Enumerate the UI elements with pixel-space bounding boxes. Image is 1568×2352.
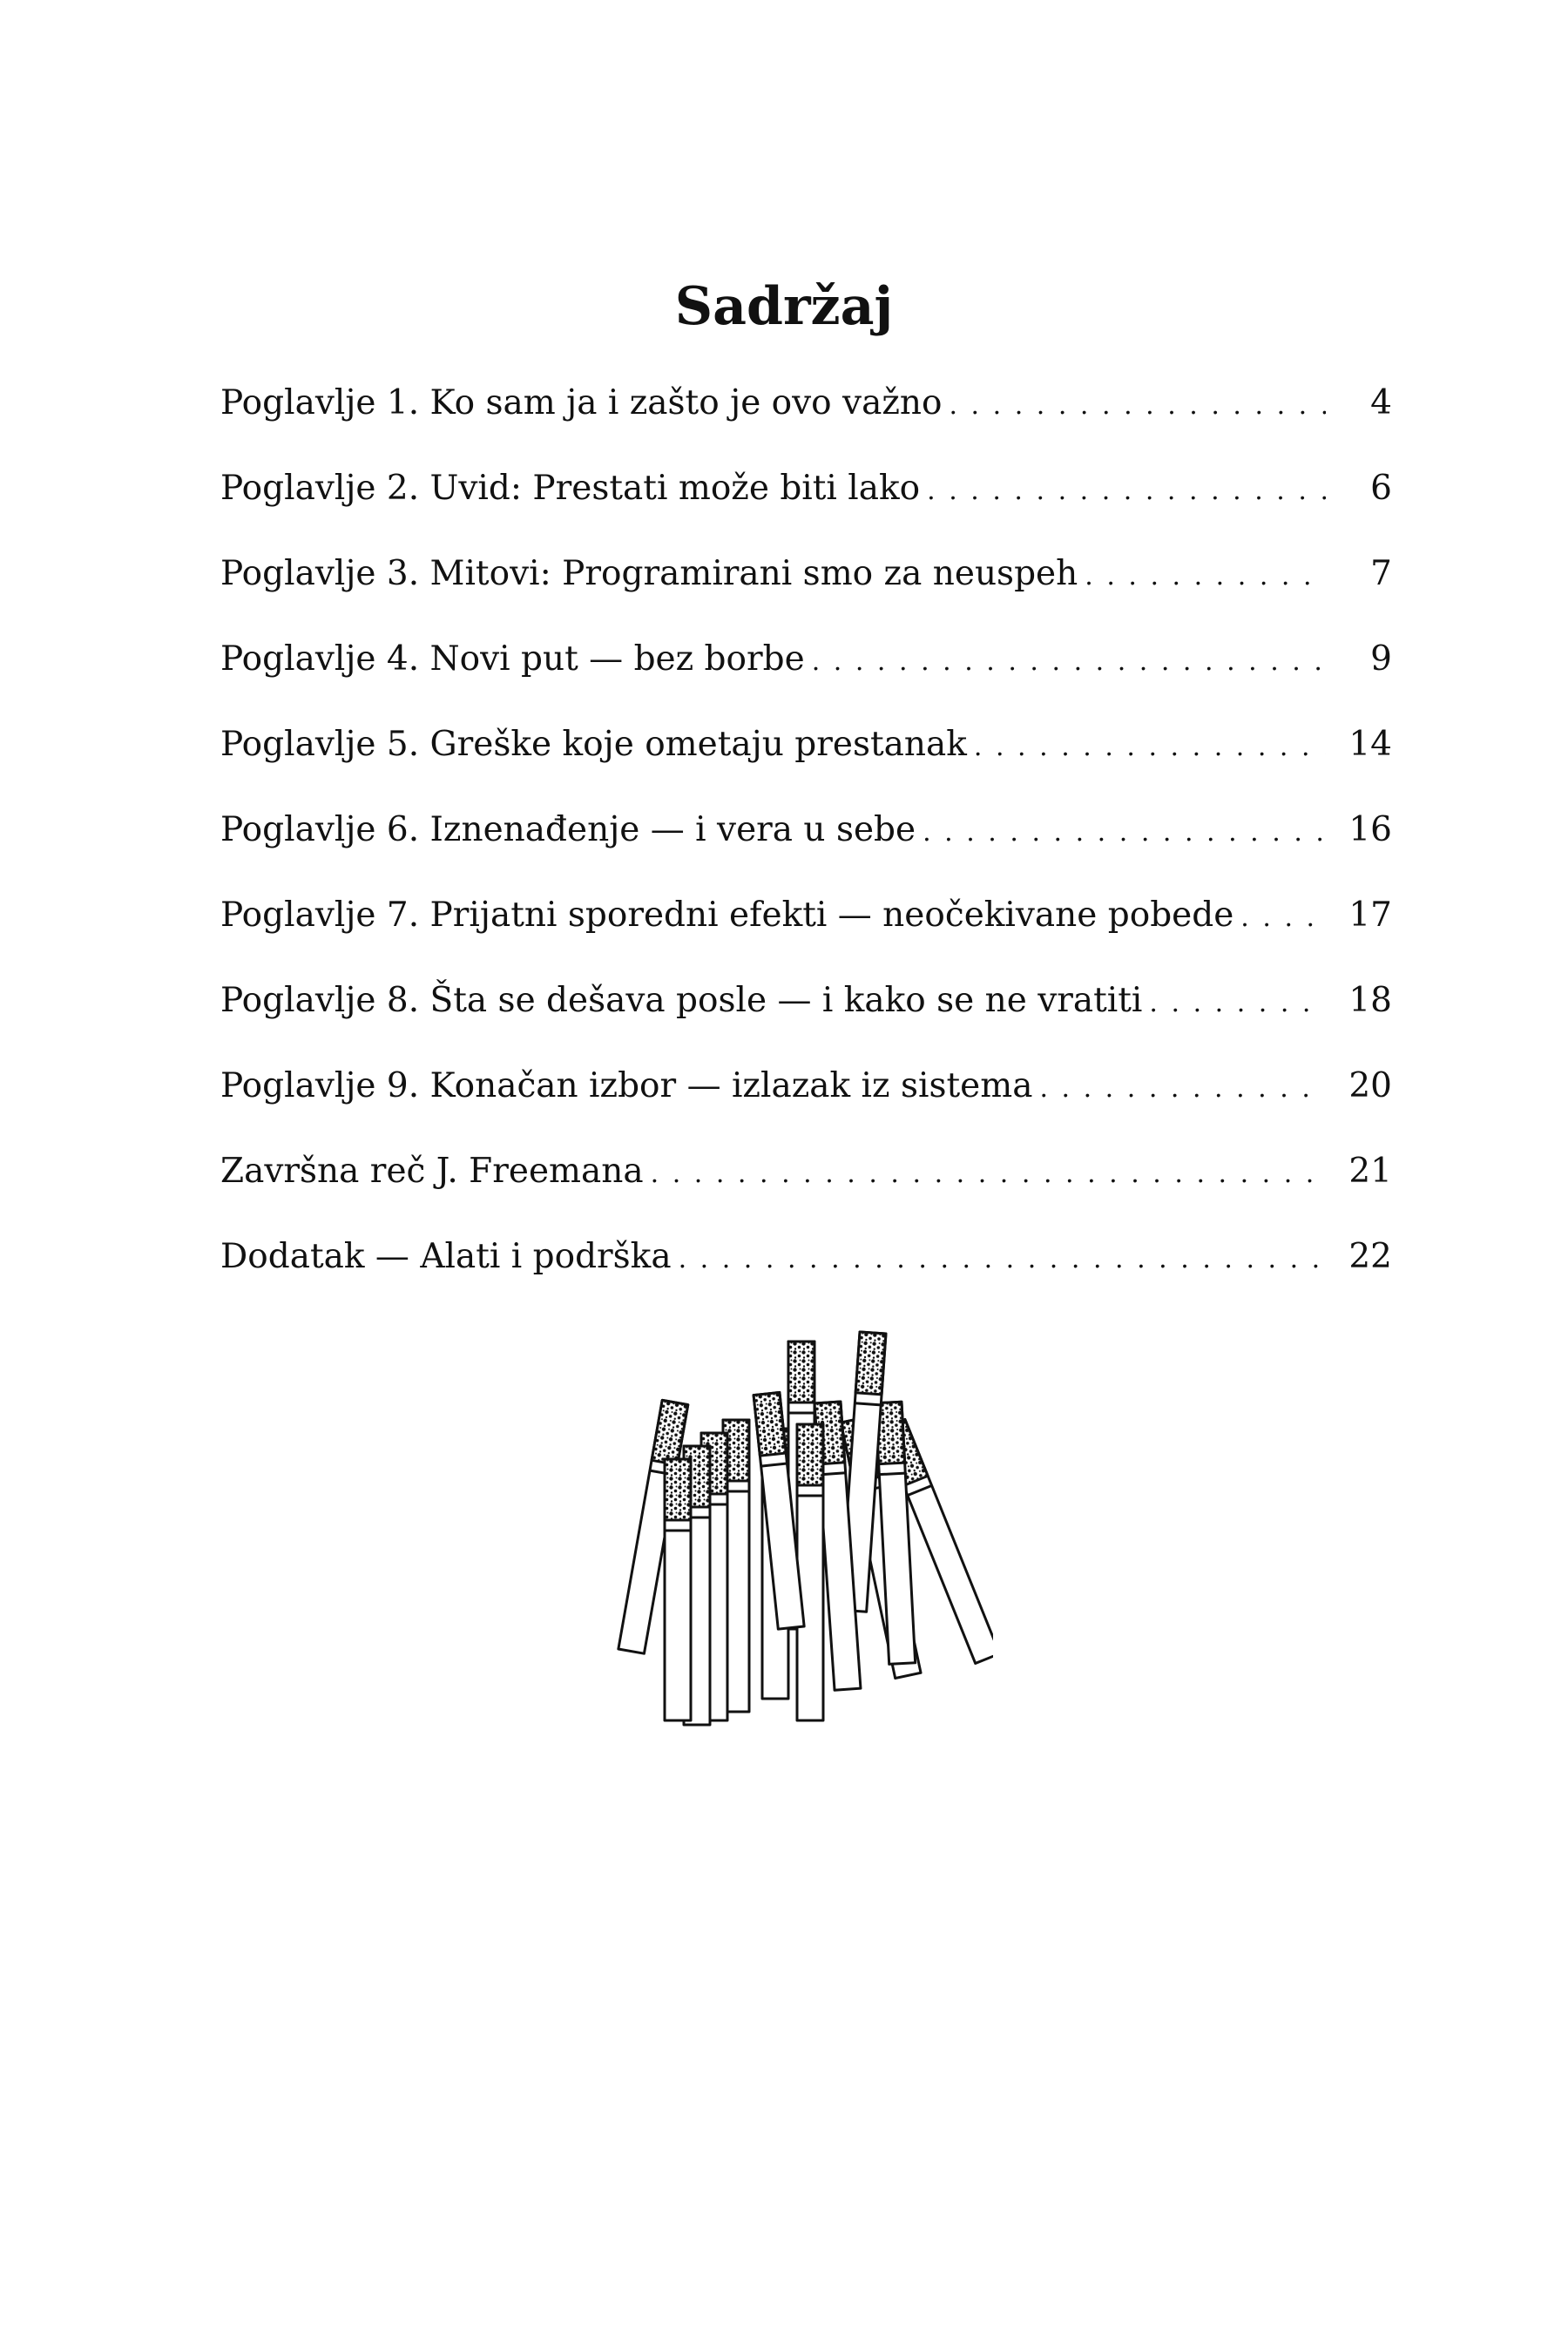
dot-leader — [923, 804, 1326, 862]
toc-page-number: 9 — [1370, 639, 1392, 679]
toc-entry[interactable] — [220, 460, 1392, 545]
toc-entry-label: Poglavlje 3. Mitovi: Programirani smo za neuspeh — [220, 554, 1078, 593]
dot-leader — [974, 719, 1326, 776]
toc-entry[interactable] — [220, 1058, 1392, 1143]
toc-entry-label: Završna reč J. Freemana — [220, 1152, 644, 1191]
toc-page-number: 14 — [1348, 725, 1392, 764]
toc-page-number: 6 — [1370, 469, 1392, 508]
toc-entry[interactable] — [220, 887, 1392, 972]
toc-entry[interactable] — [220, 972, 1392, 1058]
toc-page-number: 21 — [1348, 1152, 1392, 1191]
page-title: Sadržaj — [674, 276, 894, 337]
toc-entry-label: Poglavlje 6. Iznenađenje — i vera u sebe — [220, 810, 916, 849]
toc-page-number: 18 — [1348, 981, 1392, 1020]
toc-entry[interactable] — [220, 631, 1392, 716]
toc-page-number: 17 — [1348, 896, 1392, 935]
dot-leader — [679, 1231, 1326, 1288]
toc-entry[interactable] — [220, 716, 1392, 801]
toc-page-number: 20 — [1348, 1066, 1392, 1105]
toc-entry-label: Poglavlje 1. Ko sam ja i zašto je ovo važno — [220, 383, 943, 422]
toc-entry-label: Poglavlje 8. Šta se dešava posle — i kako se ne vratiti — [220, 981, 1143, 1020]
cigarettes-illustration-icon — [592, 1315, 993, 1751]
toc-entry[interactable] — [220, 1143, 1392, 1228]
toc-entry[interactable] — [220, 545, 1392, 631]
dot-leader — [1240, 889, 1326, 947]
toc-page-number: 7 — [1370, 554, 1392, 593]
table-of-contents — [220, 375, 1392, 1314]
dot-leader — [1039, 1060, 1326, 1118]
toc-entry[interactable] — [220, 801, 1392, 887]
dot-leader — [1085, 548, 1326, 605]
toc-entry-label: Poglavlje 7. Prijatni sporedni efekti — neočekivane pobede — [220, 896, 1234, 935]
toc-entry-label: Poglavlje 2. Uvid: Prestati može biti lako — [220, 469, 921, 508]
dot-leader — [927, 463, 1326, 520]
dot-leader — [1149, 975, 1326, 1032]
toc-entry-label: Poglavlje 5. Greške koje ometaju prestanak — [220, 725, 967, 764]
toc-entry-label: Poglavlje 9. Konačan izbor — izlazak iz sistema — [220, 1066, 1033, 1105]
toc-page-number: 16 — [1348, 810, 1392, 849]
toc-page-number: 22 — [1348, 1237, 1392, 1276]
dot-leader — [651, 1146, 1326, 1203]
dot-leader — [812, 633, 1326, 691]
toc-entry[interactable] — [220, 1228, 1392, 1314]
toc-entry-label: Dodatak — Alati i podrška — [220, 1237, 672, 1276]
toc-entry[interactable] — [220, 375, 1392, 460]
toc-entry-label: Poglavlje 4. Novi put — bez borbe — [220, 639, 805, 679]
dot-leader — [949, 377, 1326, 435]
toc-page-number: 4 — [1370, 383, 1392, 422]
